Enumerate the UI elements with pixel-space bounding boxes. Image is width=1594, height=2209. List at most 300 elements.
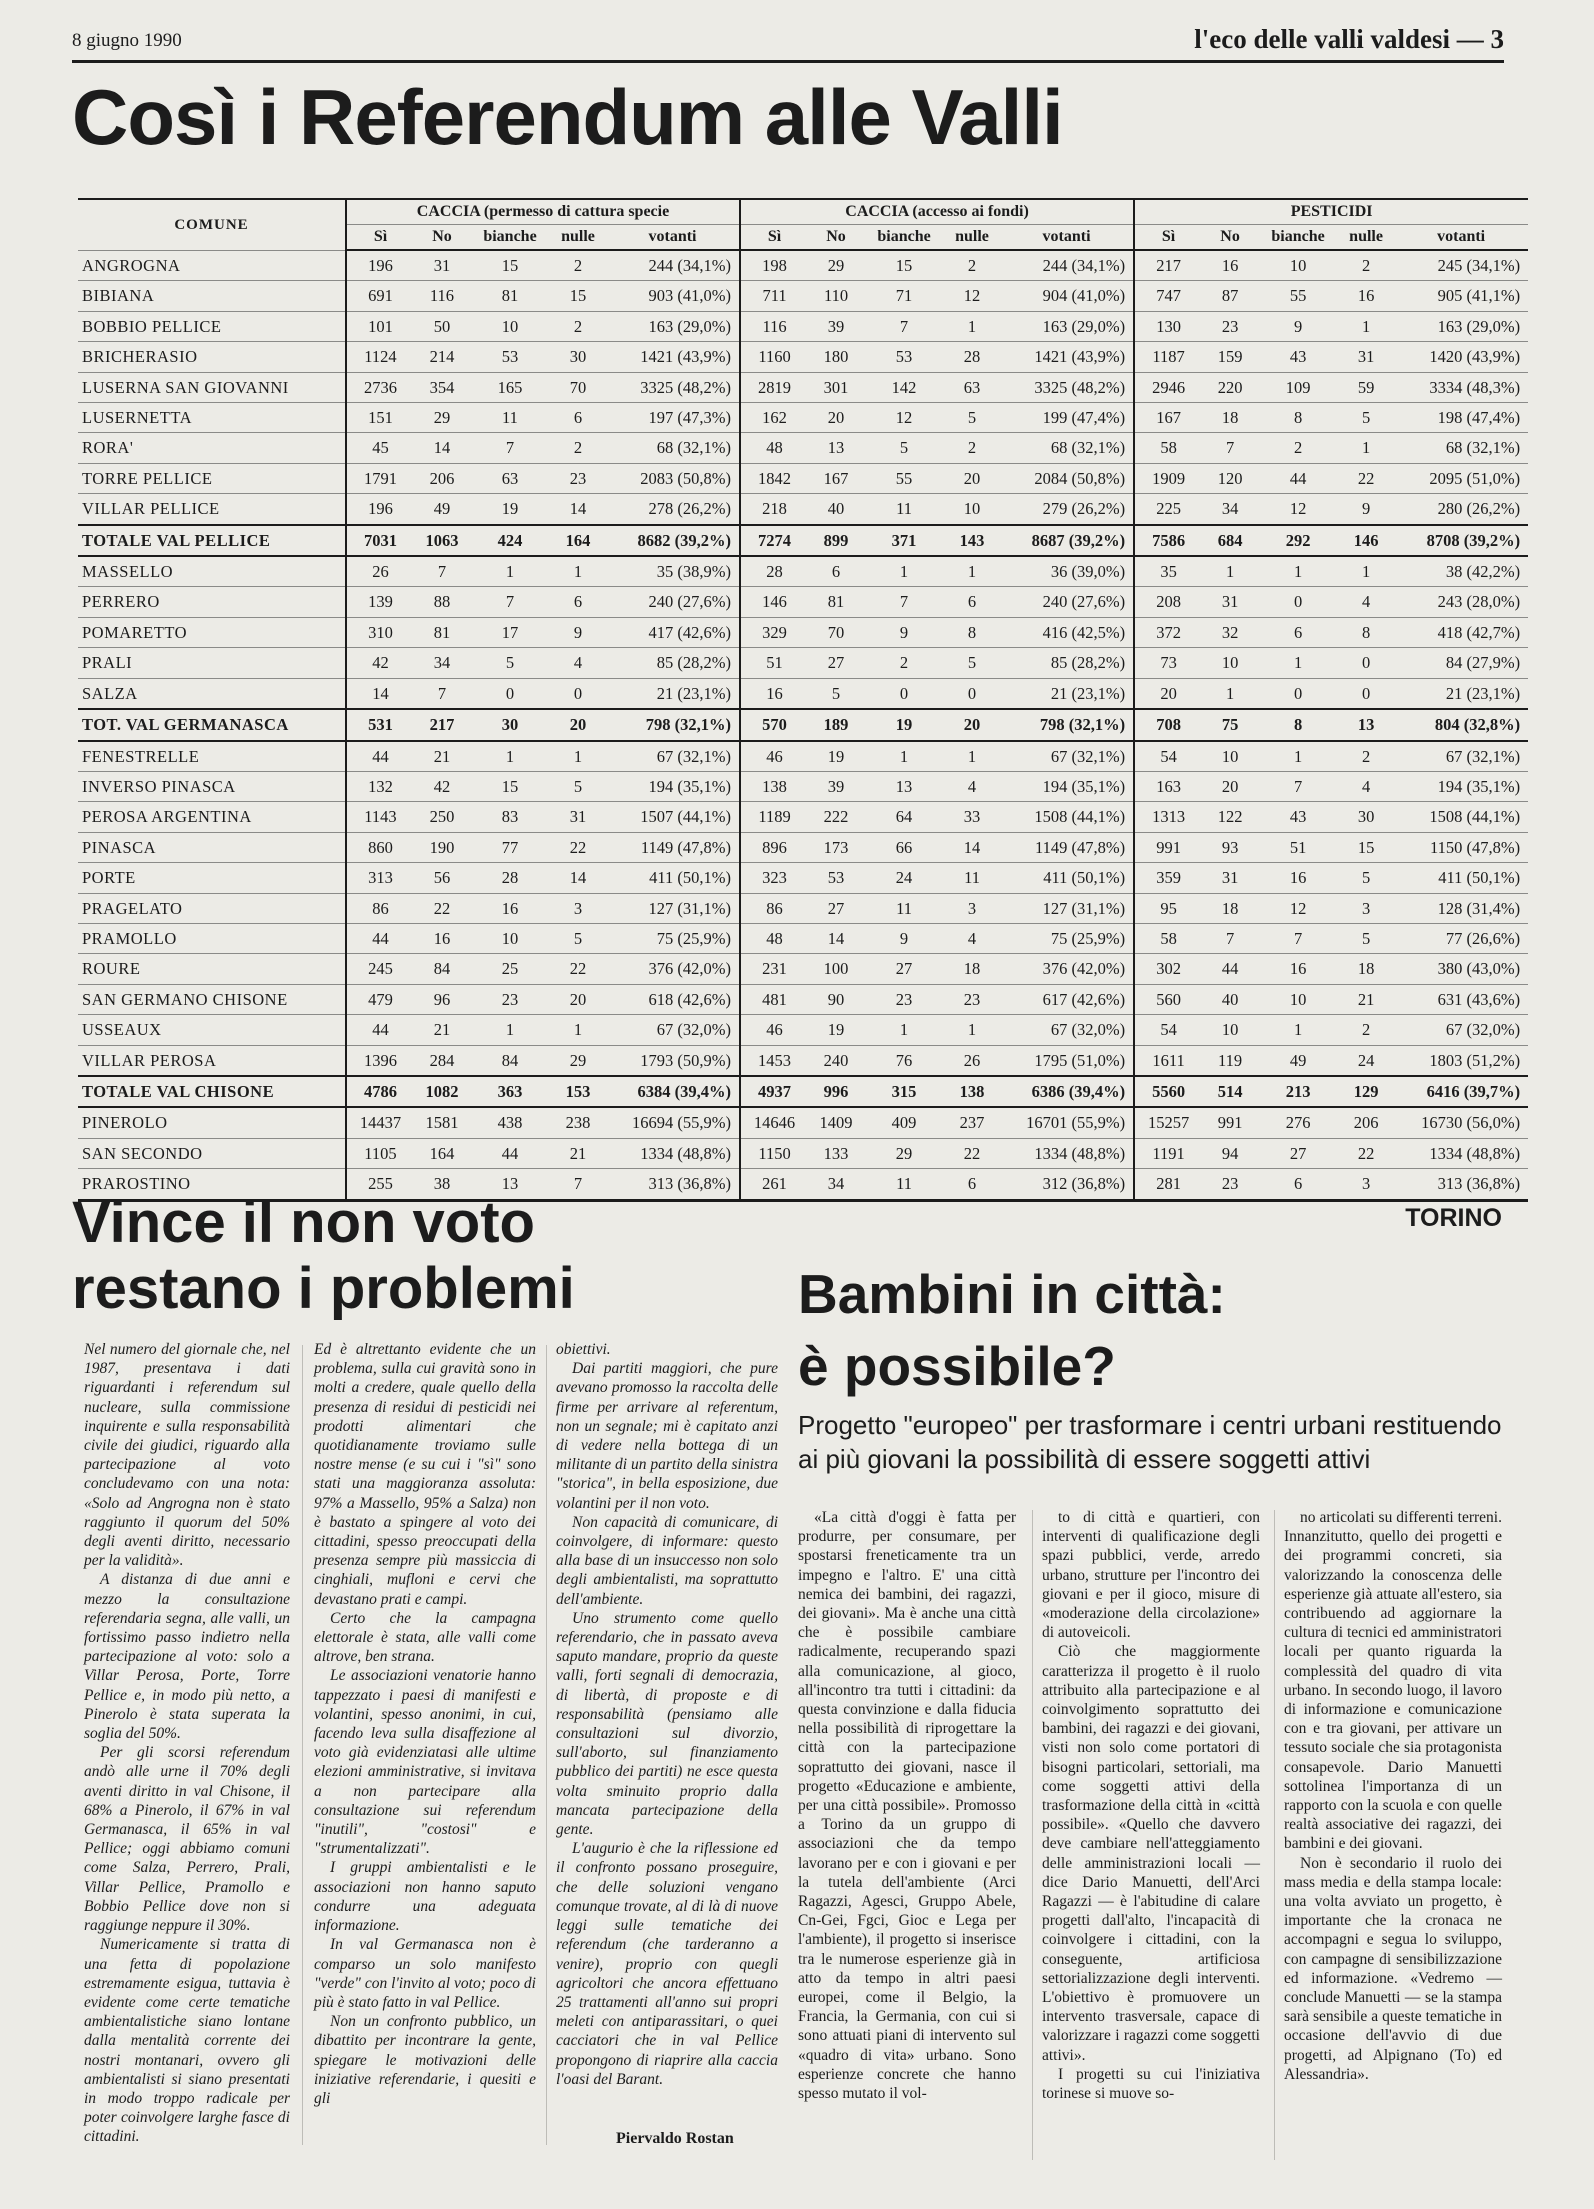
cell-nulle: 3 — [1338, 1169, 1394, 1200]
cell-si: 218 — [740, 494, 808, 525]
cell-nulle: 7 — [550, 1169, 606, 1200]
paragraph: I progetti su cui l'iniziativa torinese si muove so- — [1042, 2065, 1260, 2103]
cell-no: 31 — [1202, 863, 1258, 893]
cell-si: 7586 — [1134, 525, 1202, 556]
cell-si: 1187 — [1134, 342, 1202, 372]
cell-no: 90 — [808, 984, 864, 1014]
table-total-row — [78, 525, 1528, 556]
comune-name: LUSERNA SAN GIOVANNI — [78, 372, 346, 402]
paragraph: Uno strumento come quello referendario, che in passato aveva saputo mandare, proprio da queste valli, forti segnali di democrazia, di libertà, di proposte e di responsabilità (pensiamo alle consultazioni sul divorzio, sull'aborto, sul finanziamento pubblico dei partiti) ne esce questa volta sminuito proprio dalla mancata partecipazione della gente. — [556, 1609, 778, 1839]
cell-bianche: 29 — [864, 1138, 944, 1168]
cell-nulle: 5 — [1338, 403, 1394, 433]
subheader-nulle: nulle — [944, 225, 1000, 251]
cell-bianche: 0 — [470, 678, 550, 709]
cell-votanti: 127 (31,1%) — [1000, 893, 1134, 923]
cell-nulle: 1 — [944, 556, 1000, 587]
cell-bianche: 71 — [864, 281, 944, 311]
cell-bianche: 28 — [470, 863, 550, 893]
table-row — [78, 372, 1528, 402]
paragraph: Nel numero del giornale che, nel 1987, presentava i dati riguardanti i referendum sul nucleare, sulla commissione inquirente e sulla responsabilità civile dei giudici, riguardo alla partecipazione al voto concludevamo con una nota: «Solo ad Angrogna non è stato raggiunto il quorum del 50% degli aventi diritto, necessario per la validità». — [84, 1341, 290, 1570]
cell-bianche: 84 — [470, 1045, 550, 1076]
cell-nulle: 9 — [1338, 494, 1394, 525]
table-body — [78, 250, 1528, 1200]
table-row — [78, 1045, 1528, 1076]
cell-si: 163 — [1134, 771, 1202, 801]
cell-si: 1160 — [740, 342, 808, 372]
cell-no: 53 — [808, 863, 864, 893]
cell-votanti: 280 (26,2%) — [1394, 494, 1528, 525]
cell-no: 1 — [1202, 678, 1258, 709]
cell-votanti: 67 (32,1%) — [1000, 741, 1134, 772]
cell-votanti: 67 (32,0%) — [606, 1015, 740, 1045]
cell-si: 281 — [1134, 1169, 1202, 1200]
table-total-row — [78, 1076, 1528, 1107]
cell-no: 31 — [1202, 587, 1258, 617]
cell-bianche: 53 — [864, 342, 944, 372]
cell-no: 240 — [808, 1045, 864, 1076]
cell-no: 159 — [1202, 342, 1258, 372]
cell-no: 164 — [414, 1138, 470, 1168]
cell-nulle: 24 — [1338, 1045, 1394, 1076]
cell-votanti: 194 (35,1%) — [606, 771, 740, 801]
cell-no: 180 — [808, 342, 864, 372]
cell-no: 14 — [808, 923, 864, 953]
table-row — [78, 463, 1528, 493]
cell-votanti: 198 (47,4%) — [1394, 403, 1528, 433]
cell-bianche: 0 — [1258, 587, 1338, 617]
paragraph: I gruppi ambientalisti e le associazioni non hanno saputo condurre una adeguata informazione. — [314, 1859, 536, 1935]
cell-votanti: 1508 (44,1%) — [1394, 802, 1528, 832]
comune-name: ANGROGNA — [78, 250, 346, 281]
cell-si: 167 — [1134, 403, 1202, 433]
cell-no: 110 — [808, 281, 864, 311]
cell-si: 896 — [740, 832, 808, 862]
comune-name: PRAROSTINO — [78, 1169, 346, 1200]
cell-bianche: 83 — [470, 802, 550, 832]
cell-nulle: 1 — [944, 311, 1000, 341]
paragraph: Non un confronto pubblico, un dibattito per incontrare la gente, spiegare le motivazioni delle iniziative referendarie, i quesiti e gli — [314, 2013, 536, 2107]
cell-no: 32 — [1202, 617, 1258, 647]
comune-name: PRAMOLLO — [78, 923, 346, 953]
cell-votanti: 194 (35,1%) — [1000, 771, 1134, 801]
cell-votanti: 416 (42,5%) — [1000, 617, 1134, 647]
cell-si: 1105 — [346, 1138, 414, 1168]
cell-bianche: 49 — [1258, 1045, 1338, 1076]
cell-si: 35 — [1134, 556, 1202, 587]
subheader-no: No — [1202, 225, 1258, 251]
cell-bianche: 1 — [1258, 556, 1338, 587]
cell-no: 899 — [808, 525, 864, 556]
cell-no: 40 — [808, 494, 864, 525]
subheader-si: Sì — [1134, 225, 1202, 251]
cell-no: 10 — [1202, 1015, 1258, 1045]
cell-votanti: 163 (29,0%) — [1394, 311, 1528, 341]
cell-si: 255 — [346, 1169, 414, 1200]
comune-name: BRICHERASIO — [78, 342, 346, 372]
cell-nulle: 0 — [944, 678, 1000, 709]
cell-votanti: 376 (42,0%) — [606, 954, 740, 984]
cell-si: 42 — [346, 648, 414, 678]
cell-nulle: 1 — [1338, 311, 1394, 341]
comune-name: VILLAR PEROSA — [78, 1045, 346, 1076]
cell-votanti: 67 (32,0%) — [1394, 1015, 1528, 1045]
cell-no: 34 — [414, 648, 470, 678]
article-title-bambini — [798, 1258, 1226, 1402]
cell-no: 301 — [808, 372, 864, 402]
cell-si: 747 — [1134, 281, 1202, 311]
cell-votanti: 417 (42,6%) — [606, 617, 740, 647]
cell-nulle: 20 — [944, 463, 1000, 493]
cell-nulle: 63 — [944, 372, 1000, 402]
paragraph: Certo che la campagna elettorale è stata, alle valli come altrove, ben strana. — [314, 1609, 536, 1666]
cell-si: 225 — [1134, 494, 1202, 525]
cell-si: 86 — [346, 893, 414, 923]
paragraph: Non capacità di comunicare, di coinvolgere, di informare: questo alla base di un insuccesso non solo degli ambientalisti, ma soprattutto dell'ambiente. — [556, 1513, 778, 1608]
cell-votanti: 617 (42,6%) — [1000, 984, 1134, 1014]
cell-bianche: 19 — [470, 494, 550, 525]
cell-bianche: 10 — [1258, 984, 1338, 1014]
cell-nulle: 26 — [944, 1045, 1000, 1076]
cell-no: 1581 — [414, 1107, 470, 1138]
cell-si: 151 — [346, 403, 414, 433]
cell-no: 133 — [808, 1138, 864, 1168]
cell-nulle: 1 — [944, 741, 1000, 772]
cell-nulle: 4 — [944, 923, 1000, 953]
cell-bianche: 438 — [470, 1107, 550, 1138]
cell-bianche: 5 — [864, 433, 944, 463]
cell-nulle: 6 — [944, 1169, 1000, 1200]
table-row — [78, 311, 1528, 341]
cell-bianche: 7 — [470, 587, 550, 617]
cell-no: 42 — [414, 771, 470, 801]
cell-si: 16 — [740, 678, 808, 709]
cell-bianche: 1 — [470, 556, 550, 587]
cell-nulle: 14 — [550, 863, 606, 893]
article2-column-1 — [798, 1508, 1016, 2103]
cell-nulle: 5 — [550, 923, 606, 953]
cell-si: 1313 — [1134, 802, 1202, 832]
table-row — [78, 648, 1528, 678]
cell-votanti: 6384 (39,4%) — [606, 1076, 740, 1107]
cell-bianche: 64 — [864, 802, 944, 832]
cell-bianche: 13 — [864, 771, 944, 801]
cell-si: 5560 — [1134, 1076, 1202, 1107]
cell-votanti: 411 (50,1%) — [1000, 863, 1134, 893]
cell-bianche: 16 — [1258, 954, 1338, 984]
cell-no: 21 — [414, 1015, 470, 1045]
cell-nulle: 5 — [1338, 923, 1394, 953]
cell-no: 56 — [414, 863, 470, 893]
cell-si: 4786 — [346, 1076, 414, 1107]
cell-bianche: 15 — [470, 250, 550, 281]
cell-votanti: 21 (23,1%) — [606, 678, 740, 709]
cell-bianche: 1 — [1258, 1015, 1338, 1045]
cell-si: 1124 — [346, 342, 414, 372]
cell-bianche: 12 — [864, 403, 944, 433]
cell-votanti: 199 (47,4%) — [1000, 403, 1134, 433]
cell-si: 372 — [1134, 617, 1202, 647]
cell-nulle: 6 — [550, 587, 606, 617]
cell-nulle: 5 — [944, 403, 1000, 433]
comune-name: PRAGELATO — [78, 893, 346, 923]
cell-bianche: 6 — [1258, 617, 1338, 647]
cell-no: 20 — [1202, 771, 1258, 801]
paragraph: obiettivi. — [556, 1341, 611, 1358]
cell-no: 81 — [808, 587, 864, 617]
table-row — [78, 863, 1528, 893]
subheader-nulle: nulle — [1338, 225, 1394, 251]
cell-votanti: 244 (34,1%) — [1000, 250, 1134, 281]
cell-bianche: 11 — [864, 494, 944, 525]
cell-no: 5 — [808, 678, 864, 709]
cell-nulle: 3 — [1338, 893, 1394, 923]
cell-si: 711 — [740, 281, 808, 311]
table-row — [78, 587, 1528, 617]
cell-nulle: 8 — [944, 617, 1000, 647]
comune-name: FENESTRELLE — [78, 741, 346, 772]
cell-votanti: 38 (42,2%) — [1394, 556, 1528, 587]
cell-votanti: 1420 (43,9%) — [1394, 342, 1528, 372]
cell-si: 217 — [1134, 250, 1202, 281]
cell-si: 302 — [1134, 954, 1202, 984]
table-row — [78, 617, 1528, 647]
cell-nulle: 153 — [550, 1076, 606, 1107]
cell-nulle: 1 — [550, 556, 606, 587]
cell-nulle: 18 — [944, 954, 1000, 984]
cell-bianche: 76 — [864, 1045, 944, 1076]
cell-votanti: 1150 (47,8%) — [1394, 832, 1528, 862]
table-row — [78, 494, 1528, 525]
cell-nulle: 164 — [550, 525, 606, 556]
cell-votanti: 68 (32,1%) — [1000, 433, 1134, 463]
cell-nulle: 2 — [1338, 1015, 1394, 1045]
group-header-caccia-fondi: CACCIA (accesso ai fondi) — [740, 199, 1134, 225]
comune-name: TOT. VAL GERMANASCA — [78, 709, 346, 740]
cell-votanti: 194 (35,1%) — [1394, 771, 1528, 801]
cell-nulle: 2 — [944, 433, 1000, 463]
cell-bianche: 11 — [864, 1169, 944, 1200]
cell-bianche: 27 — [1258, 1138, 1338, 1168]
cell-votanti: 68 (32,1%) — [1394, 433, 1528, 463]
cell-bianche: 15 — [470, 771, 550, 801]
cell-nulle: 18 — [1338, 954, 1394, 984]
cell-votanti: 376 (42,0%) — [1000, 954, 1134, 984]
table-row — [78, 893, 1528, 923]
cell-bianche: 7 — [864, 311, 944, 341]
cell-no: 94 — [1202, 1138, 1258, 1168]
comune-name: POMARETTO — [78, 617, 346, 647]
cell-votanti: 127 (31,1%) — [606, 893, 740, 923]
cell-bianche: 363 — [470, 1076, 550, 1107]
cell-nulle: 0 — [550, 678, 606, 709]
cell-no: 50 — [414, 311, 470, 341]
column-divider — [1274, 1510, 1275, 2160]
comune-name: TOTALE VAL PELLICE — [78, 525, 346, 556]
cell-votanti: 905 (41,1%) — [1394, 281, 1528, 311]
cell-nulle: 1 — [944, 1015, 1000, 1045]
cell-bianche: 17 — [470, 617, 550, 647]
cell-nulle: 22 — [944, 1138, 1000, 1168]
cell-bianche: 55 — [864, 463, 944, 493]
table-row — [78, 984, 1528, 1014]
cell-no: 23 — [1202, 1169, 1258, 1200]
cell-votanti: 1334 (48,8%) — [606, 1138, 740, 1168]
cell-bianche: 7 — [1258, 771, 1338, 801]
table-row — [78, 771, 1528, 801]
cell-no: 173 — [808, 832, 864, 862]
cell-si: 245 — [346, 954, 414, 984]
paragraph: «La città d'oggi è fatta per produrre, per consumare, per spostarsi freneticamente tra un impegno e l'altro. E' una città nemica dei bambini, dei ragazzi, dei giovani». Ma è anche una città che è possibile cambiare radicalmente, recuperando spazi alla comunicazione, al gioco, all'incontro tra tutti i cittadini: da questa convinzione e dalla fiducia nella possibilità di riprogettare la città con la partecipazione soprattutto dei giovani, nasce il progetto «Educazione e ambiente, per una città possibile». Promosso a Torino da un gruppo di associazioni che da tempo lavorano per e con i giovani e per la tutela dell'ambiente (Arci Ragazzi, Agesci, Gruppo Abele, Cn-Gei, Fgci, Gioc e Lega per l'ambiente), il progetto si inserisce tra le numerose esperienze già in atto da tempo in altri paesi europei, come il Belgio, la Francia, la Germania, con cui si sono attuati piani di intervento sul «quadro di vita» urbano. Sono esperienze concrete che hanno spesso mutato il vol- — [798, 1509, 1016, 2103]
cell-votanti: 67 (32,0%) — [1000, 1015, 1134, 1045]
cell-si: 20 — [1134, 678, 1202, 709]
cell-si: 1143 — [346, 802, 414, 832]
cell-bianche: 292 — [1258, 525, 1338, 556]
cell-si: 860 — [346, 832, 414, 862]
cell-si: 991 — [1134, 832, 1202, 862]
cell-nulle: 20 — [550, 984, 606, 1014]
cell-si: 48 — [740, 433, 808, 463]
cell-si: 1150 — [740, 1138, 808, 1168]
cell-bianche: 9 — [864, 923, 944, 953]
cell-nulle: 129 — [1338, 1076, 1394, 1107]
cell-nulle: 20 — [944, 709, 1000, 740]
cell-bianche: 1 — [1258, 648, 1338, 678]
cell-bianche: 51 — [1258, 832, 1338, 862]
cell-votanti: 240 (27,6%) — [606, 587, 740, 617]
cell-bianche: 16 — [470, 893, 550, 923]
cell-si: 139 — [346, 587, 414, 617]
subheader-bianche: bianche — [864, 225, 944, 251]
table-total-row — [78, 709, 1528, 740]
page-headline: Così i Referendum alle Valli — [72, 73, 1063, 161]
column-divider — [546, 1345, 547, 2145]
cell-no: 18 — [1202, 403, 1258, 433]
cell-nulle: 2 — [1338, 741, 1394, 772]
cell-bianche: 15 — [864, 250, 944, 281]
cell-nulle: 21 — [550, 1138, 606, 1168]
paragraph: Ed è altrettanto evidente che un problema, sulla cui gravità sono in molti a credere, quale quello della presenza di residui di pesticidi nei prodotti alimentari che quotidianamente troviamo sulle nostre mense (e su cui i "sì" sono stati una maggioranza assoluta: 97% a Massello, 95% a Salza) non è bastato a spingere al voto dei cittadini, spesso preoccupati della presenza sempre più massiccia di cinghiali, mufloni e cervi che devastano prati e campi. — [314, 1341, 536, 1608]
cell-nulle: 30 — [1338, 802, 1394, 832]
cell-bianche: 276 — [1258, 1107, 1338, 1138]
cell-votanti: 2083 (50,8%) — [606, 463, 740, 493]
cell-bianche: 1 — [470, 741, 550, 772]
cell-nulle: 13 — [1338, 709, 1394, 740]
comune-name: PINASCA — [78, 832, 346, 862]
paragraph: Le associazioni venatorie hanno tappezzato i paesi di manifesti e volantini, spesso anonimi, in cui, facendo leva sulla disaffezione al voto già evidenziatasi alle ultime elezioni amministrative, si invitava a non partecipare alla consultazione sui referendum "inutili", "costosi" e "strumentalizzati". — [314, 1667, 536, 1858]
cell-si: 1189 — [740, 802, 808, 832]
cell-votanti: 85 (28,2%) — [606, 648, 740, 678]
cell-bianche: 10 — [470, 923, 550, 953]
cell-si: 162 — [740, 403, 808, 433]
cell-no: 214 — [414, 342, 470, 372]
cell-votanti: 16694 (55,9%) — [606, 1107, 740, 1138]
cell-no: 49 — [414, 494, 470, 525]
cell-no: 100 — [808, 954, 864, 984]
cell-si: 323 — [740, 863, 808, 893]
comune-name: SALZA — [78, 678, 346, 709]
cell-no: 991 — [1202, 1107, 1258, 1138]
cell-si: 132 — [346, 771, 414, 801]
column-divider — [302, 1345, 303, 2145]
cell-no: 22 — [414, 893, 470, 923]
cell-no: 6 — [808, 556, 864, 587]
cell-bianche: 10 — [1258, 250, 1338, 281]
cell-si: 196 — [346, 250, 414, 281]
cell-si: 231 — [740, 954, 808, 984]
cell-si: 46 — [740, 1015, 808, 1045]
cell-no: 222 — [808, 802, 864, 832]
cell-votanti: 798 (32,1%) — [1000, 709, 1134, 740]
subheader-no: No — [808, 225, 864, 251]
cell-si: 51 — [740, 648, 808, 678]
cell-no: 87 — [1202, 281, 1258, 311]
article1-author: Piervaldo Rostan — [616, 2130, 734, 2147]
cell-votanti: 75 (25,9%) — [606, 923, 740, 953]
cell-no: 39 — [808, 311, 864, 341]
cell-no: 167 — [808, 463, 864, 493]
table-row — [78, 342, 1528, 372]
cell-no: 189 — [808, 709, 864, 740]
paragraph: Per gli scorsi referendum andò alle urne il 70% degli aventi diritto in val Chisone, il 68% a Pinerolo, il 67% in val Germanasca, il 65% in val Pellice; oggi abbiamo comuni come Salza, Perrero, Prali, Villar Pellice, Pramollo e Bobbio Pellice dove non si raggiunge neppure il 30%. — [84, 1744, 290, 1935]
cell-no: 120 — [1202, 463, 1258, 493]
cell-bianche: 81 — [470, 281, 550, 311]
comune-name: ROURE — [78, 954, 346, 984]
cell-bianche: 109 — [1258, 372, 1338, 402]
cell-si: 46 — [740, 741, 808, 772]
cell-bianche: 7 — [864, 587, 944, 617]
cell-votanti: 163 (29,0%) — [1000, 311, 1134, 341]
cell-bianche: 55 — [1258, 281, 1338, 311]
cell-votanti: 244 (34,1%) — [606, 250, 740, 281]
comune-name: TORRE PELLICE — [78, 463, 346, 493]
cell-no: 70 — [808, 617, 864, 647]
cell-nulle: 31 — [1338, 342, 1394, 372]
cell-votanti: 8682 (39,2%) — [606, 525, 740, 556]
cell-bianche: 11 — [864, 893, 944, 923]
cell-si: 196 — [346, 494, 414, 525]
masthead-rule — [72, 60, 1504, 63]
comune-name: PORTE — [78, 863, 346, 893]
cell-votanti: 1795 (51,0%) — [1000, 1045, 1134, 1076]
cell-no: 7 — [1202, 923, 1258, 953]
table-row — [78, 741, 1528, 772]
cell-bianche: 44 — [1258, 463, 1338, 493]
cell-nulle: 206 — [1338, 1107, 1394, 1138]
cell-nulle: 3 — [550, 893, 606, 923]
cell-votanti: 1421 (43,9%) — [606, 342, 740, 372]
cell-votanti: 1507 (44,1%) — [606, 802, 740, 832]
cell-no: 250 — [414, 802, 470, 832]
subheader-bianche: bianche — [1258, 225, 1338, 251]
cell-bianche: 27 — [864, 954, 944, 984]
cell-bianche: 9 — [1258, 311, 1338, 341]
cell-no: 19 — [808, 741, 864, 772]
cell-bianche: 30 — [470, 709, 550, 740]
cell-no: 1082 — [414, 1076, 470, 1107]
cell-si: 560 — [1134, 984, 1202, 1014]
cell-votanti: 618 (42,6%) — [606, 984, 740, 1014]
cell-bianche: 53 — [470, 342, 550, 372]
cell-no: 996 — [808, 1076, 864, 1107]
comune-name: SAN GERMANO CHISONE — [78, 984, 346, 1014]
cell-votanti: 243 (28,0%) — [1394, 587, 1528, 617]
table-row — [78, 281, 1528, 311]
cell-si: 86 — [740, 893, 808, 923]
cell-nulle: 15 — [550, 281, 606, 311]
cell-votanti: 68 (32,1%) — [606, 433, 740, 463]
cell-bianche: 24 — [864, 863, 944, 893]
cell-no: 20 — [808, 403, 864, 433]
